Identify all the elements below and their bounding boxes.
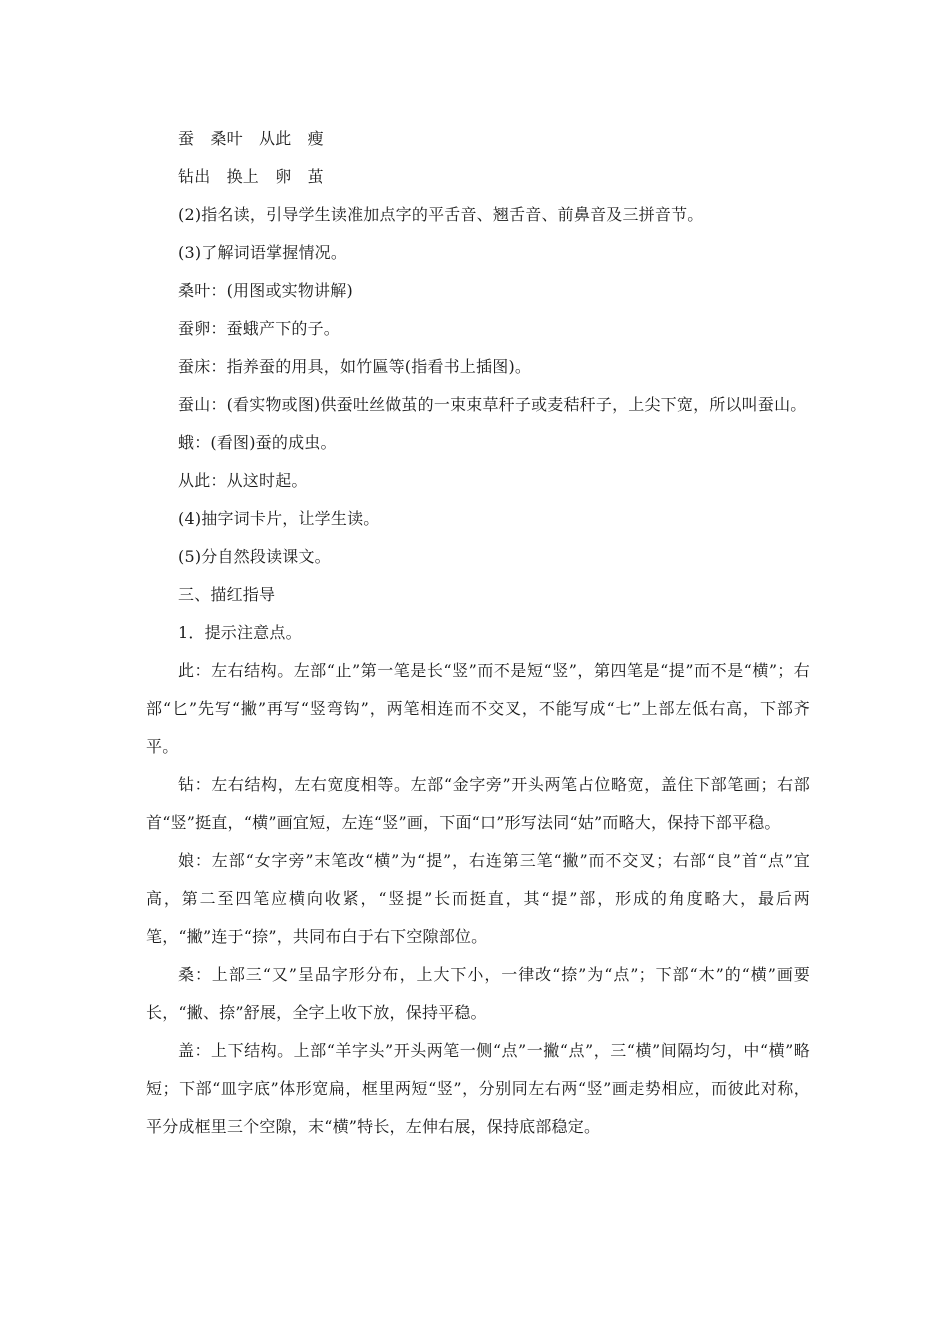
step-4-paragraph: (4)抽字词卡片，让学生读。 — [178, 509, 380, 528]
definition-congci: 从此：从这时起。 — [178, 471, 308, 490]
char-guide-niang: 娘：左部“女字旁”末笔改“横”为“提”，右连第三笔“撇”而不交叉；右部“良”首“点”宜高，第二至四笔应横向收紧，“竖提”长而挺直，其“提”部，形成的角度略大，最后两笔，“撇”连于“捺”，共同布白于右下空隙部位。 — [146, 851, 810, 946]
definition-canshan: 蚕山：(看实物或图)供蚕吐丝做茧的一束束草秆子或麦秸秆子，上尖下宽，所以叫蚕山。 — [178, 395, 807, 414]
definition-e: 蛾：(看图)蚕的成虫。 — [178, 433, 337, 452]
document-page — [146, 120, 810, 1146]
word-list-line-1: 蚕 桑叶 从此 瘦 — [178, 129, 324, 148]
subheading-1: 1．提示注意点。 — [178, 623, 302, 642]
section-heading: 三、描红指导 — [178, 585, 276, 604]
char-guide-zuan: 钻：左右结构，左右宽度相等。左部“金字旁”开头两笔占位略宽，盖住下部笔画；右部首“竖”挺直，“横”画宜短，左连“竖”画，下面“口”形写法同“姑”而略大，保持下部平稳。 — [146, 775, 810, 832]
definition-canluan: 蚕卵：蚕蛾产下的子。 — [178, 319, 341, 338]
definition-canchuang: 蚕床：指养蚕的用具，如竹匾等(指看书上插图)。 — [178, 357, 532, 376]
definition-sangye: 桑叶：(用图或实物讲解) — [178, 281, 353, 300]
word-list-line-2: 钻出 换上 卵 茧 — [178, 167, 324, 186]
char-guide-sang: 桑：上部三“又”呈品字形分布，上大下小，一律改“捺”为“点”；下部“木”的“横”画要长，“撇、捺”舒展，全字上收下放，保持平稳。 — [146, 965, 810, 1022]
step-2-paragraph: (2)指名读，引导学生读准加点字的平舌音、翘舌音、前鼻音及三拼音节。 — [178, 205, 704, 224]
step-3-paragraph: (3)了解词语掌握情况。 — [178, 243, 348, 262]
char-guide-gai: 盖：上下结构。上部“羊字头”开头两笔一侧“点”一撇“点”，三“横”间隔均匀，中“横”略短；下部“皿字底”体形宽扁，框里两短“竖”，分别同左右两“竖”画走势相应，而彼此对称，平分成框里三个空隙，末“横”特长，左伸右展，保持底部稳定。 — [146, 1041, 810, 1136]
step-5-paragraph: (5)分自然段读课文。 — [178, 547, 331, 566]
char-guide-ci: 此：左右结构。左部“止”第一笔是长“竖”而不是短“竖”，第四笔是“提”而不是“横”；右部“匕”先写“撇”再写“竖弯钩”，两笔相连而不交叉，不能写成“七”上部左低右高，下部齐平。 — [146, 661, 810, 756]
